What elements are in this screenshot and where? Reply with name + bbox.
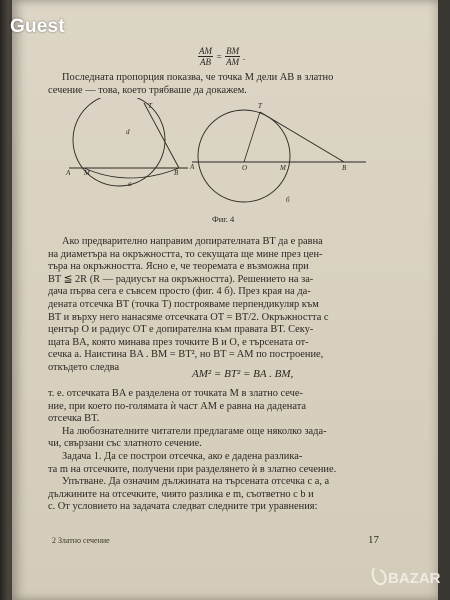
guest-watermark: Guest: [10, 16, 65, 37]
ratio-formula: $\frac{AM}{AB}$ = $\frac{BM}{AM}$ .: [199, 46, 246, 67]
figure-caption: Фиг. 4: [212, 214, 235, 224]
paragraph-proportion: Последната пропорция показва, че точка M дели AB в златно сечение — това, което трябваше да докажем.: [48, 72, 334, 96]
equation: AM² = BT² = BA . BM,: [192, 368, 294, 380]
svg-text:A: A: [190, 163, 195, 171]
svg-text:O: O: [242, 164, 248, 172]
svg-text:M: M: [280, 164, 286, 172]
footer-chapter: 2 Златно сечение: [52, 536, 110, 545]
svg-text:T: T: [258, 102, 262, 110]
figure-4a: [65, 98, 188, 188]
svg-text:A: A: [66, 169, 71, 177]
book-page: [12, 0, 438, 600]
svg-text:BAZAR: BAZAR: [388, 570, 441, 587]
svg-text:a: a: [128, 180, 132, 188]
svg-text:T: T: [148, 102, 152, 110]
page-number: 17: [368, 534, 379, 546]
svg-text:B: B: [174, 169, 179, 177]
figure-4: [64, 98, 384, 210]
svg-text:б: б: [286, 196, 290, 204]
paragraph-conclusion: т. е. отсечката BA е разделена от точката M в златно сече- ние, при което по-голямата ѝ част AM е равна на дадената отсечка BT. На любознателните читатели предлагаме още няколко зада- чи, свързани със златното сечение. Задача 1. Да се построи отсечка, ако е дадена разлика- та m на отсечките, получени при разделянето ѝ в златно сечение. Упътване. Да означим дължината на търсената отсечка с a, а дължините на отсечките, чиято разлика е m, съответно с b и c. От условието на задачата следват следните три уравнения:: [48, 388, 337, 513]
svg-text:B: B: [342, 164, 347, 172]
figure-4b: [189, 102, 366, 204]
svg-text:d: d: [126, 128, 130, 136]
bazar-logo: [368, 562, 446, 590]
paragraph-construction: Ако предварително направим допирателната BT да е равна на диаметъра на окръжността, то секущата ще мине през цен- търа на окръжността. Ясно е, че теоремата е възможна при BT ≦ 2R (R — радиусът на окръжността). Решението на за- дача първа сега е съвсем просто (фиг. 4 б). През края на да- дената отсечка BT (точка T) построяваме перпендикуляр към BT и върху него нанасяме отсечката OT = BT/2. Окръжността с център O и радиус OT е допирателна към правата BT. Секу- щата BA, която минава през точките B и O, е търсената от- сечка a. Наистина BA . BM = BT², но BT = AM по построение, откъдето следва: [48, 236, 329, 373]
svg-text:M: M: [84, 169, 90, 177]
